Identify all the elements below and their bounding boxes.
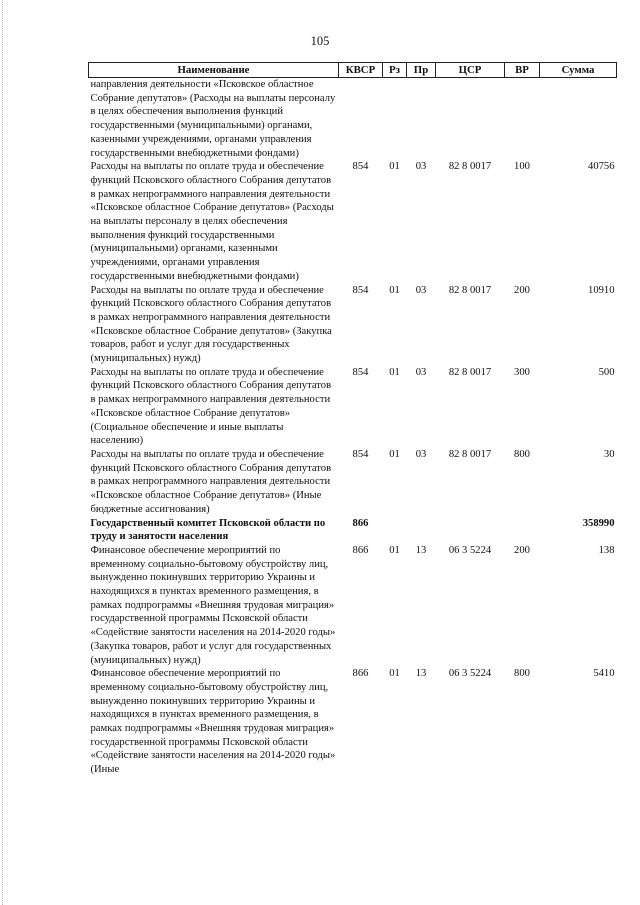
cell-name: Финансовое обеспечение мероприятий по временному социально-бытовому обустройству лиц, вынужденно покинувших территорию Украины и находящихся в пунктах временного размещения, в рамках подпрограммы «Внешняя трудовая миграция» государственной программы Псковской области «Содействие занятости населения на 2014-2020 годы» (Закупка товаров, работ и услуг для государственных (муниципальных) нужд) — [90, 544, 336, 666]
cell-csr: 06 3 5224 — [448, 544, 492, 556]
cell-sum: 138 — [598, 544, 615, 556]
cell-pr: 13 — [415, 544, 427, 556]
table-row — [89, 667, 617, 777]
cell-kvsr: 854 — [352, 284, 369, 296]
cell-vr — [505, 78, 540, 161]
header-name: Наименование — [89, 63, 339, 78]
cell-kvsr — [339, 78, 383, 161]
cell-rz: 01 — [389, 668, 400, 680]
header-pr: Пр — [407, 63, 436, 78]
cell-name: Расходы на выплаты по оплате труда и обеспечение функций Псковского областного Собрания депутатов в рамках непрограммного направления деятельности «Псковское областное Собрание депутатов» (Социальное обеспечение и иные выплаты населению) — [90, 366, 332, 447]
cell-vr: 200 — [514, 284, 530, 296]
cell-kvsr: 866 — [352, 544, 369, 556]
cell-kvsr: 866 — [352, 668, 369, 680]
cell-vr — [505, 517, 540, 544]
table-row — [89, 284, 617, 366]
cell-sum: 30 — [603, 448, 615, 460]
cell-csr — [436, 78, 505, 161]
scan-edge-line — [2, 0, 4, 905]
page-number: 105 — [310, 34, 330, 48]
cell-kvsr: 854 — [352, 161, 369, 173]
table-row — [89, 517, 617, 544]
cell-name: Государственный комитет Псковской области по труду и занятости населения — [90, 517, 326, 543]
cell-rz: 01 — [389, 161, 400, 173]
cell-vr: 800 — [514, 448, 530, 460]
cell-pr — [407, 78, 436, 161]
cell-rz: 01 — [389, 366, 400, 378]
cell-sum — [540, 78, 617, 161]
header-csr: ЦСР — [436, 63, 505, 78]
cell-csr — [436, 517, 505, 544]
cell-pr: 03 — [415, 161, 427, 173]
cell-pr: 03 — [415, 366, 427, 378]
table-row — [89, 366, 617, 448]
cell-pr: 13 — [415, 668, 427, 680]
header-kvsr: КВСР — [339, 63, 383, 78]
cell-csr: 06 3 5224 — [448, 668, 492, 680]
table-row — [89, 160, 617, 283]
cell-sum: 358990 — [582, 517, 615, 529]
cell-vr: 200 — [514, 544, 530, 556]
table-body — [89, 78, 617, 777]
cell-sum: 500 — [598, 366, 615, 378]
cell-name: Финансовое обеспечение мероприятий по временному социально-бытовому обустройству лиц, вынужденно покинувших территорию Украины и находящихся в пунктах временного размещения, в рамках подпрограммы «Внешняя трудовая миграция» государственной программы Псковской области «Содействие занятости населения на 2014-2020 годы» (Иные — [90, 668, 336, 776]
table-row — [89, 544, 617, 667]
cell-csr: 82 8 0017 — [448, 161, 492, 173]
cell-kvsr: 866 — [352, 517, 369, 529]
cell-name: Расходы на выплаты по оплате труда и обеспечение функций Псковского областного Собрания депутатов в рамках непрограммного направления деятельности «Псковское областное Собрание депутатов» (Иные бюджетные ассигнования) — [90, 448, 332, 515]
cell-pr: 03 — [415, 284, 427, 296]
cell-sum: 10910 — [588, 284, 615, 296]
cell-vr: 100 — [514, 161, 530, 173]
cell-name: Расходы на выплаты по оплате труда и обеспечение функций Псковского областного Собрания депутатов в рамках непрограммного направления деятельности «Псковское областное Собрание депутатов» (Расходы на выплаты персоналу в целях обеспечения выполнения функций государственными (муниципальными) органами, казенными учреждениями, органами управления государственными внебюджетными фондами) — [90, 161, 334, 282]
cell-rz: 01 — [389, 448, 400, 460]
header-vr: ВР — [505, 63, 540, 78]
cell-rz: 01 — [389, 544, 400, 556]
cell-name: Расходы на выплаты по оплате труда и обеспечение функций Псковского областного Собрания депутатов в рамках непрограммного направления деятельности «Псковское областное Собрание депутатов» (Закупка товаров, работ и услуг для государственных (муниципальных) нужд) — [90, 284, 332, 365]
table-row — [89, 78, 617, 161]
cell-csr: 82 8 0017 — [448, 448, 492, 460]
cell-vr: 800 — [514, 668, 530, 680]
cell-rz — [383, 78, 407, 161]
cell-csr: 82 8 0017 — [448, 366, 492, 378]
cell-sum: 5410 — [593, 668, 615, 680]
cell-pr: 03 — [415, 448, 427, 460]
cell-sum: 40756 — [588, 161, 615, 173]
header-sum: Сумма — [540, 63, 617, 78]
cell-kvsr: 854 — [352, 366, 369, 378]
budget-table — [88, 62, 617, 777]
table-header-row — [89, 63, 617, 78]
cell-pr — [407, 517, 436, 544]
cell-rz — [383, 517, 407, 544]
cell-name: направления деятельности «Псковское областное Собрание депутатов» (Расходы на выплаты персоналу в целях обеспечения выполнения функций государственными (муниципальными) органами, казенными учреждениями, органами управления государственными внебюджетными фондами) — [90, 79, 336, 159]
cell-vr: 300 — [514, 366, 530, 378]
cell-kvsr: 854 — [352, 448, 369, 460]
table-row — [89, 448, 617, 517]
cell-rz: 01 — [389, 284, 400, 296]
header-rz: Рз — [383, 63, 407, 78]
cell-csr: 82 8 0017 — [448, 284, 492, 296]
